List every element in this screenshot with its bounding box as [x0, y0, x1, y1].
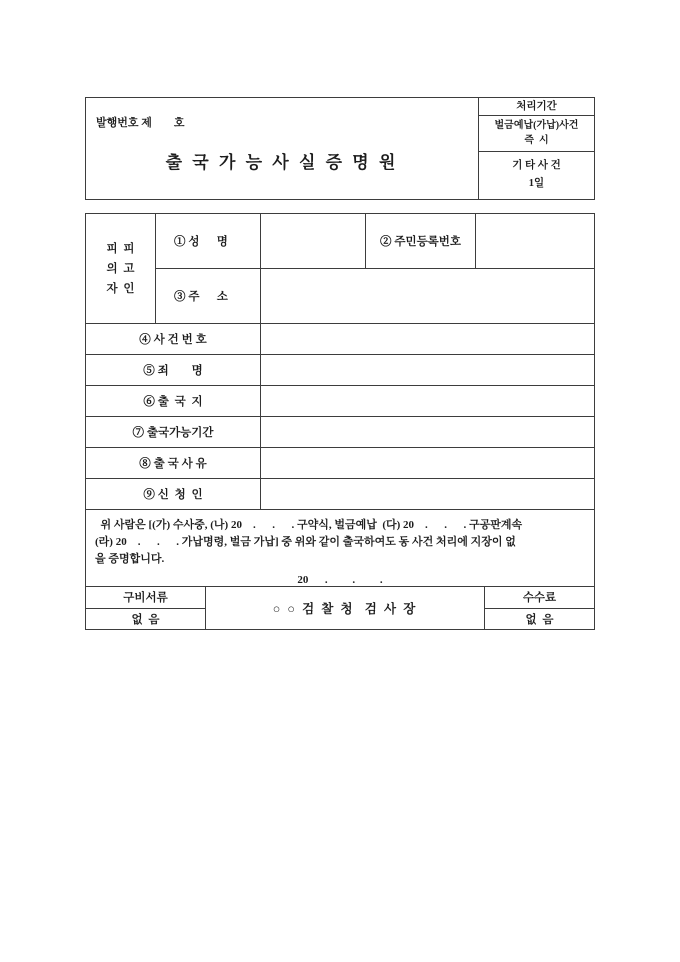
departure-reason-value-cell [261, 448, 594, 478]
subject-block [86, 214, 594, 324]
table-row-offense [86, 355, 594, 386]
departure-period-label: ⑦ 출국가능기간 [86, 417, 261, 447]
processing-period-header: 처리기간 [479, 98, 594, 116]
address-label: ③ 주 소 [156, 269, 261, 323]
subject-party-line3: 자 인 [106, 282, 135, 295]
subject-party-label [86, 214, 156, 323]
resident-no-value-cell [476, 214, 594, 268]
applicant-value-cell [261, 479, 594, 509]
form-title: 출 국 가 능 사 실 증 명 원 [165, 153, 399, 172]
fee-cell [484, 587, 594, 629]
issuing-authority: ○ ○ 검 찰 청 검 사 장 [272, 602, 418, 616]
required-documents-label: 구비서류 [86, 587, 205, 609]
departure-period-value-cell [261, 417, 594, 447]
offense-label: ⑤ 죄 명 [86, 355, 261, 385]
offense-value-cell [261, 355, 594, 385]
destination-label: ⑥ 출 국 지 [86, 386, 261, 416]
subject-row-address [156, 269, 594, 323]
processing-case-other [479, 152, 594, 199]
table-row-departure-period [86, 417, 594, 448]
table-row-applicant [86, 479, 594, 510]
resident-no-label: ② 주민등록번호 [366, 214, 476, 268]
departure-reason-label: ⑧ 출 국 사 유 [86, 448, 261, 478]
statement-line-2: (라) 20 . . . 가납명령, 벌금 가납] 중 위와 같이 출국하여도 동 사건 처리에 지장이 없 [95, 536, 516, 548]
certificate-form [85, 97, 595, 630]
table-row-destination [86, 386, 594, 417]
processing-case-fine-value: 즉 시 [524, 135, 549, 147]
case-number-value-cell [261, 324, 594, 354]
statement-line-3: 을 증명합니다. [95, 553, 165, 565]
subject-party-line2: 의 고 [106, 262, 135, 275]
form-header-block [85, 97, 595, 200]
name-label: ① 성 명 [156, 214, 261, 268]
processing-case-other-label: 기 타 사 건 [512, 160, 561, 172]
fee-value: 없 음 [525, 613, 554, 626]
required-documents-value: 없 음 [131, 613, 160, 626]
processing-case-other-value: 1일 [528, 178, 545, 190]
fee-label: 수수료 [485, 587, 594, 609]
destination-value-cell [261, 386, 594, 416]
statement-date: 20 . . . [297, 574, 383, 586]
applicant-label: ⑨ 신 청 인 [86, 479, 261, 509]
table-row-departure-reason [86, 448, 594, 479]
required-documents-cell [86, 587, 206, 629]
name-value-cell [261, 214, 366, 268]
subject-row-name [156, 214, 594, 269]
issue-number: 발행번호 제 호 [96, 117, 185, 129]
processing-case-fine [479, 116, 594, 152]
statement-line-1: 위 사람은 [(가) 수사중, (나) 20 . . . 구약식, 벌금예납 (다) 20 . . . 구공판계속 [95, 519, 523, 531]
address-value-cell [261, 269, 594, 323]
processing-period-box [478, 98, 594, 199]
processing-case-fine-label: 벌금예납(가납)사건 [494, 120, 579, 132]
certification-statement [86, 510, 594, 586]
form-header-left [86, 98, 478, 199]
form-footer [86, 586, 594, 629]
subject-party-line1: 피 피 [106, 242, 135, 255]
subject-fields [156, 214, 594, 323]
table-row-case-number [86, 324, 594, 355]
form-main-table [85, 213, 595, 630]
case-number-label: ④ 사 건 번 호 [86, 324, 261, 354]
